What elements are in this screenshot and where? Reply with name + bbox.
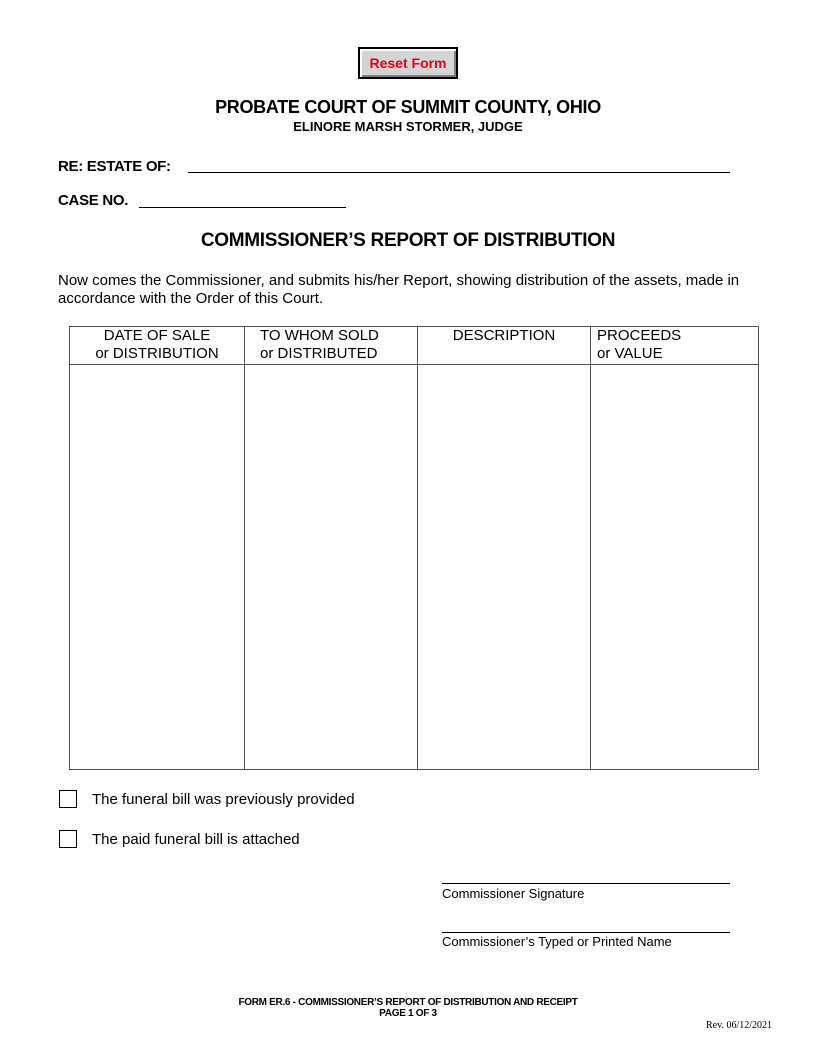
funeral-bill-provided-checkbox[interactable] [59,790,77,808]
intro-text: Now comes the Commissioner, and submits his/her Report, showing distribution of the assets, made in accordance with the Order of this Court. [58,272,740,307]
case-underline [139,207,346,208]
case-number-input[interactable] [139,190,344,208]
revision-date: Rev. 06/12/2021 [705,1020,772,1031]
header-line-1: DATE OF SALE [103,327,211,344]
case-label: CASE NO. [58,192,129,209]
header-line-2: or VALUE [597,345,663,362]
column-header-description [418,327,590,365]
printed-name-label: Commissioner’s Typed or Printed Name [442,934,672,949]
column-body-date[interactable] [70,365,244,769]
column-date [70,327,244,769]
column-body-recipient[interactable] [245,365,417,769]
column-description [417,327,590,769]
column-header-date [70,327,244,365]
column-body-description[interactable] [418,365,590,769]
header-line-2: or DISTRIBUTED [260,345,378,362]
form-footer-title: FORM ER.6 - COMMISSIONER’S REPORT OF DISTRIBUTION AND RECEIPT [238,997,578,1008]
funeral-bill-attached-checkbox[interactable] [59,830,77,848]
header-line-1: DESCRIPTION [452,327,556,344]
signature-line[interactable] [442,883,730,884]
header-line-1: TO WHOM SOLD [260,327,379,344]
judge-name: ELINORE MARSH STORMER, JUDGE [293,119,523,134]
signature-label: Commissioner Signature [442,886,585,901]
page-number: PAGE 1 OF 3 [379,1008,437,1019]
funeral-bill-provided-label: The funeral bill was previously provided [92,791,355,808]
estate-underline [188,172,730,173]
column-header-proceeds [591,327,758,365]
report-title: COMMISSIONER’S REPORT OF DISTRIBUTION [200,230,616,251]
header-line-2: or DISTRIBUTION [95,345,219,362]
estate-label: RE: ESTATE OF: [58,158,171,175]
column-proceeds [590,327,758,769]
column-header-recipient [245,327,417,365]
court-title: PROBATE COURT OF SUMMIT COUNTY, OHIO [215,97,601,117]
column-body-proceeds[interactable] [591,365,758,769]
column-recipient [244,327,417,769]
reset-form-button[interactable]: Reset Form [358,47,458,79]
funeral-bill-attached-label: The paid funeral bill is attached [92,831,300,848]
printed-name-line[interactable] [442,932,730,933]
distribution-table [69,326,759,770]
header-line-1: PROCEEDS [597,327,682,344]
